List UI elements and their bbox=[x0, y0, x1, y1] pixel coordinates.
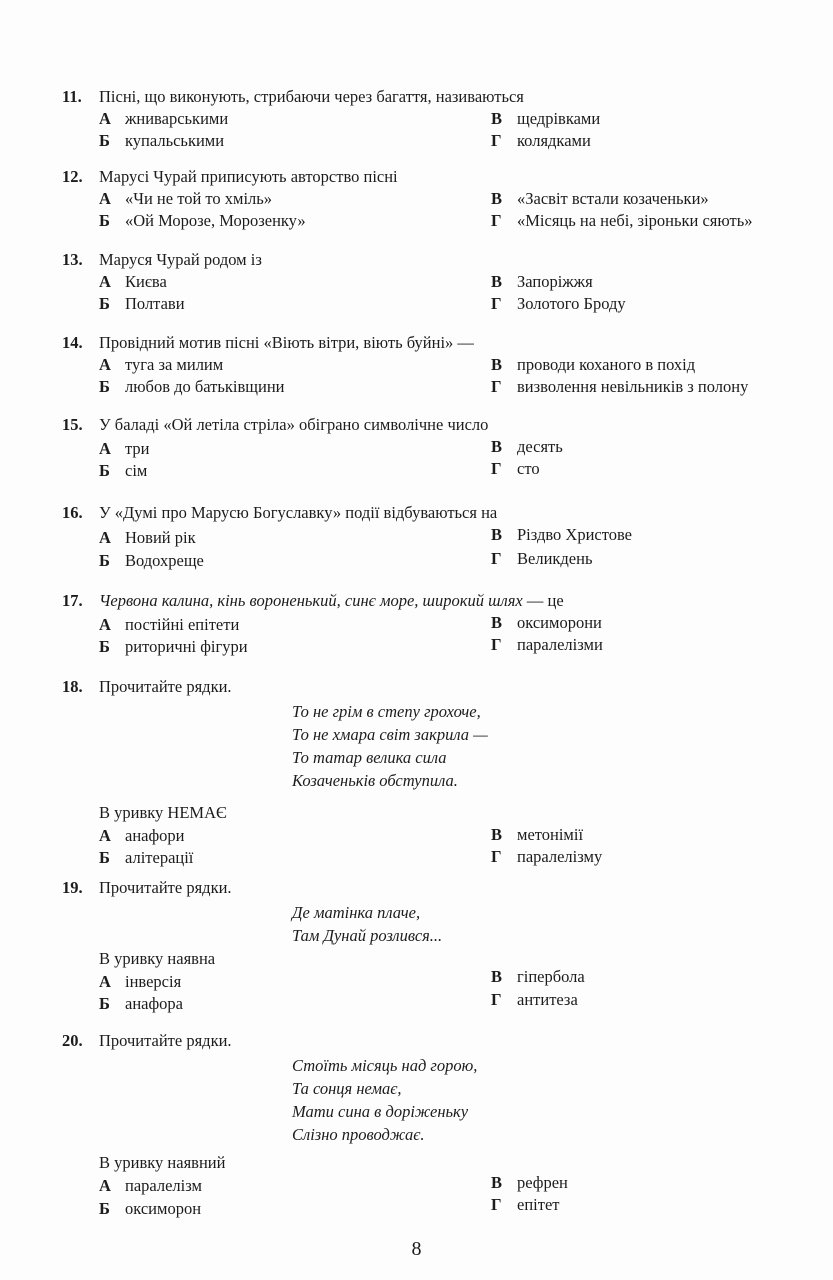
option-text: визволення невільників з полону bbox=[517, 377, 749, 396]
poem-line: Та сонця немає, bbox=[292, 1079, 402, 1098]
option-b bbox=[99, 376, 285, 398]
question-text-tail: — це bbox=[522, 591, 564, 610]
option-letter: В bbox=[491, 189, 503, 208]
option-text: антитеза bbox=[517, 990, 578, 1009]
options bbox=[99, 1174, 812, 1218]
question-text: У баладі «Ой летіла стріла» обіграно символічне число bbox=[99, 415, 489, 434]
option-letter: А bbox=[99, 189, 111, 208]
question-number: 18. bbox=[62, 677, 83, 696]
question-number: 20. bbox=[62, 1031, 83, 1050]
question-text-italic: Червона калина, кінь вороненький, синє море, широкий шлях bbox=[99, 591, 523, 610]
question-text: Прочитайте рядки. bbox=[99, 1031, 232, 1050]
options bbox=[99, 612, 812, 656]
option-text: сто bbox=[517, 459, 540, 478]
option-v bbox=[491, 524, 632, 546]
option-a bbox=[99, 108, 228, 130]
option-letter: В bbox=[491, 525, 503, 544]
option-text: щедрівками bbox=[517, 109, 601, 128]
options bbox=[99, 271, 812, 315]
option-g bbox=[491, 293, 626, 315]
option-text: Різдво Христове bbox=[517, 525, 633, 544]
option-letter: А bbox=[99, 109, 111, 128]
poem-excerpt bbox=[292, 1054, 812, 1146]
option-a bbox=[99, 825, 185, 847]
option-g bbox=[491, 846, 602, 868]
option-letter: В bbox=[491, 437, 503, 456]
option-b bbox=[99, 1198, 201, 1220]
option-letter: Г bbox=[491, 377, 502, 396]
option-letter: В bbox=[491, 1173, 503, 1192]
option-g bbox=[491, 376, 748, 398]
option-b bbox=[99, 847, 193, 869]
option-b bbox=[99, 460, 147, 482]
option-letter: Г bbox=[491, 211, 502, 230]
question-stem bbox=[62, 86, 812, 108]
option-letter: А bbox=[99, 272, 111, 291]
question-stem bbox=[62, 676, 812, 698]
option-letter: А bbox=[99, 615, 111, 634]
option-b bbox=[99, 550, 204, 572]
option-v bbox=[491, 188, 709, 210]
option-text: Великдень bbox=[517, 549, 593, 568]
question-number: 15. bbox=[62, 415, 83, 434]
poem-excerpt bbox=[292, 700, 812, 792]
option-a bbox=[99, 971, 181, 993]
option-text: «Ой Морозе, Морозенку» bbox=[125, 211, 306, 230]
option-a bbox=[99, 354, 223, 376]
poem-line: То не грім в степу грохоче, bbox=[292, 702, 481, 721]
option-letter: А bbox=[99, 439, 111, 458]
option-text: Києва bbox=[125, 272, 167, 291]
option-text: алітерації bbox=[125, 848, 194, 867]
question-text: Пісні, що виконують, стрибаючи через багаття, називаються bbox=[99, 87, 524, 106]
options bbox=[99, 108, 812, 152]
option-a bbox=[99, 438, 150, 460]
option-letter: Г bbox=[491, 459, 502, 478]
question-text: Прочитайте рядки. bbox=[99, 878, 232, 897]
option-b bbox=[99, 636, 248, 658]
option-g bbox=[491, 548, 592, 570]
question-number: 19. bbox=[62, 878, 83, 897]
option-letter: Г bbox=[491, 635, 502, 654]
option-text: купальськими bbox=[125, 131, 225, 150]
option-b bbox=[99, 993, 183, 1015]
option-letter: В bbox=[491, 825, 503, 844]
option-text: проводи коханого в похід bbox=[517, 355, 696, 374]
question-text: Прочитайте рядки. bbox=[99, 677, 232, 696]
option-letter: Б bbox=[99, 637, 110, 656]
options bbox=[99, 354, 812, 398]
answer-lead: В уривку наявна bbox=[99, 949, 216, 968]
options bbox=[99, 436, 812, 480]
option-text: рефрен bbox=[517, 1173, 568, 1192]
option-letter: В bbox=[491, 613, 503, 632]
option-b bbox=[99, 210, 306, 232]
option-letter: Г bbox=[491, 294, 502, 313]
option-a bbox=[99, 527, 196, 549]
option-g bbox=[491, 989, 578, 1011]
option-letter: Б bbox=[99, 1199, 110, 1218]
question-stem bbox=[62, 332, 812, 354]
option-v bbox=[491, 436, 563, 458]
option-letter: Б bbox=[99, 994, 110, 1013]
option-text: жниварськими bbox=[125, 109, 229, 128]
poem-excerpt bbox=[292, 901, 812, 947]
option-text: постійні епітети bbox=[125, 615, 240, 634]
option-v bbox=[491, 1172, 568, 1194]
question-13 bbox=[62, 249, 812, 315]
option-text: паралелізми bbox=[517, 635, 603, 654]
question-18 bbox=[62, 676, 812, 868]
question-text: Марусі Чурай приписують авторство пісні bbox=[99, 167, 398, 186]
option-text: інверсія bbox=[125, 972, 182, 991]
question-number: 11. bbox=[62, 87, 82, 106]
option-text: Запоріжжя bbox=[517, 272, 593, 291]
answer-lead: В уривку наявний bbox=[99, 1153, 226, 1172]
question-stem bbox=[62, 590, 812, 612]
poem-line: Там Дунай розлився... bbox=[292, 926, 443, 945]
option-g bbox=[491, 130, 591, 152]
option-text: «Засвіт встали козаченьки» bbox=[517, 189, 709, 208]
option-letter: Г bbox=[491, 549, 502, 568]
question-stem bbox=[62, 166, 812, 188]
question-14 bbox=[62, 332, 812, 398]
option-text: оксиморони bbox=[517, 613, 602, 632]
options bbox=[99, 967, 812, 1014]
option-letter: А bbox=[99, 972, 111, 991]
question-stem bbox=[62, 414, 812, 436]
option-text: Водохреще bbox=[125, 551, 204, 570]
option-text: оксиморон bbox=[125, 1199, 202, 1218]
option-g bbox=[491, 458, 540, 480]
option-text: сім bbox=[125, 461, 148, 480]
option-text: «Чи не той то хміль» bbox=[125, 189, 273, 208]
option-text: туга за милим bbox=[125, 355, 224, 374]
question-number: 17. bbox=[62, 591, 83, 610]
option-text: три bbox=[125, 439, 150, 458]
option-letter: А bbox=[99, 826, 111, 845]
question-number: 14. bbox=[62, 333, 83, 352]
question-16 bbox=[62, 502, 812, 568]
option-letter: В bbox=[491, 967, 503, 986]
question-stem bbox=[62, 502, 812, 524]
option-letter: Б bbox=[99, 211, 110, 230]
question-text: У «Думі про Марусю Богуславку» події відбуваються на bbox=[99, 503, 498, 522]
option-g bbox=[491, 634, 603, 656]
question-19 bbox=[62, 877, 812, 1014]
poem-line: Стоїть місяць над горою, bbox=[292, 1056, 478, 1075]
option-text: епітет bbox=[517, 1195, 560, 1214]
question-12 bbox=[62, 166, 812, 232]
option-letter: А bbox=[99, 528, 111, 547]
option-text: Полтави bbox=[125, 294, 185, 313]
option-g bbox=[491, 1194, 559, 1216]
option-a bbox=[99, 271, 167, 293]
option-letter: Г bbox=[491, 847, 502, 866]
options bbox=[99, 188, 812, 232]
option-letter: Б bbox=[99, 848, 110, 867]
option-letter: Г bbox=[491, 131, 502, 150]
question-number: 16. bbox=[62, 503, 83, 522]
poem-line: Козаченьків обступила. bbox=[292, 771, 458, 790]
option-b bbox=[99, 293, 185, 315]
question-11 bbox=[62, 86, 812, 152]
option-letter: Б bbox=[99, 461, 110, 480]
option-v bbox=[491, 271, 593, 293]
option-letter: Г bbox=[491, 1195, 502, 1214]
options bbox=[99, 824, 812, 868]
question-stem bbox=[62, 249, 812, 271]
option-letter: В bbox=[491, 355, 503, 374]
option-v bbox=[491, 108, 600, 130]
option-text: метонімії bbox=[517, 825, 584, 844]
poem-line: Де матінка плаче, bbox=[292, 903, 421, 922]
question-20 bbox=[62, 1030, 812, 1218]
option-b bbox=[99, 130, 224, 152]
option-v bbox=[491, 612, 602, 634]
option-a bbox=[99, 1175, 202, 1197]
option-g bbox=[491, 210, 753, 232]
question-15 bbox=[62, 414, 812, 480]
option-text: анафори bbox=[125, 826, 185, 845]
options bbox=[99, 524, 812, 568]
question-stem bbox=[62, 877, 812, 899]
option-text: анафора bbox=[125, 994, 183, 1013]
option-text: паралелізм bbox=[125, 1176, 202, 1195]
option-a bbox=[99, 614, 239, 636]
question-17 bbox=[62, 590, 812, 656]
option-text: паралелізму bbox=[517, 847, 603, 866]
option-text: любов до батьківщини bbox=[125, 377, 285, 396]
poem-line: То не хмара світ закрила — bbox=[292, 725, 488, 744]
option-text: риторичні фігури bbox=[125, 637, 248, 656]
answer-lead: В уривку НЕМАЄ bbox=[99, 803, 227, 822]
option-text: гіпербола bbox=[517, 967, 585, 986]
option-v bbox=[491, 354, 695, 376]
option-v bbox=[491, 824, 583, 846]
option-letter: А bbox=[99, 1176, 111, 1195]
poem-line: Слізно проводжає. bbox=[292, 1125, 425, 1144]
option-letter: Б bbox=[99, 377, 110, 396]
option-a bbox=[99, 188, 272, 210]
option-v bbox=[491, 966, 585, 988]
question-number: 12. bbox=[62, 167, 83, 186]
option-text: десять bbox=[517, 437, 563, 456]
option-letter: А bbox=[99, 355, 111, 374]
option-text: Золотого Броду bbox=[517, 294, 626, 313]
question-number: 13. bbox=[62, 250, 83, 269]
question-text: Маруся Чурай родом із bbox=[99, 250, 262, 269]
question-text: Провідний мотив пісні «Віють вітри, віють буйні» — bbox=[99, 333, 474, 352]
option-letter: Г bbox=[491, 990, 502, 1009]
question-stem bbox=[62, 1030, 812, 1052]
option-text: «Місяць на небі, зіроньки сяють» bbox=[517, 211, 753, 230]
poem-line: То татар велика сила bbox=[292, 748, 447, 767]
option-letter: В bbox=[491, 109, 503, 128]
page-number: 8 bbox=[411, 1238, 422, 1260]
option-text: Новий рік bbox=[125, 528, 196, 547]
option-letter: В bbox=[491, 272, 503, 291]
option-text: колядками bbox=[517, 131, 591, 150]
option-letter: Б bbox=[99, 551, 110, 570]
poem-line: Мати сина в доріженьку bbox=[292, 1102, 469, 1121]
option-letter: Б bbox=[99, 294, 110, 313]
option-letter: Б bbox=[99, 131, 110, 150]
